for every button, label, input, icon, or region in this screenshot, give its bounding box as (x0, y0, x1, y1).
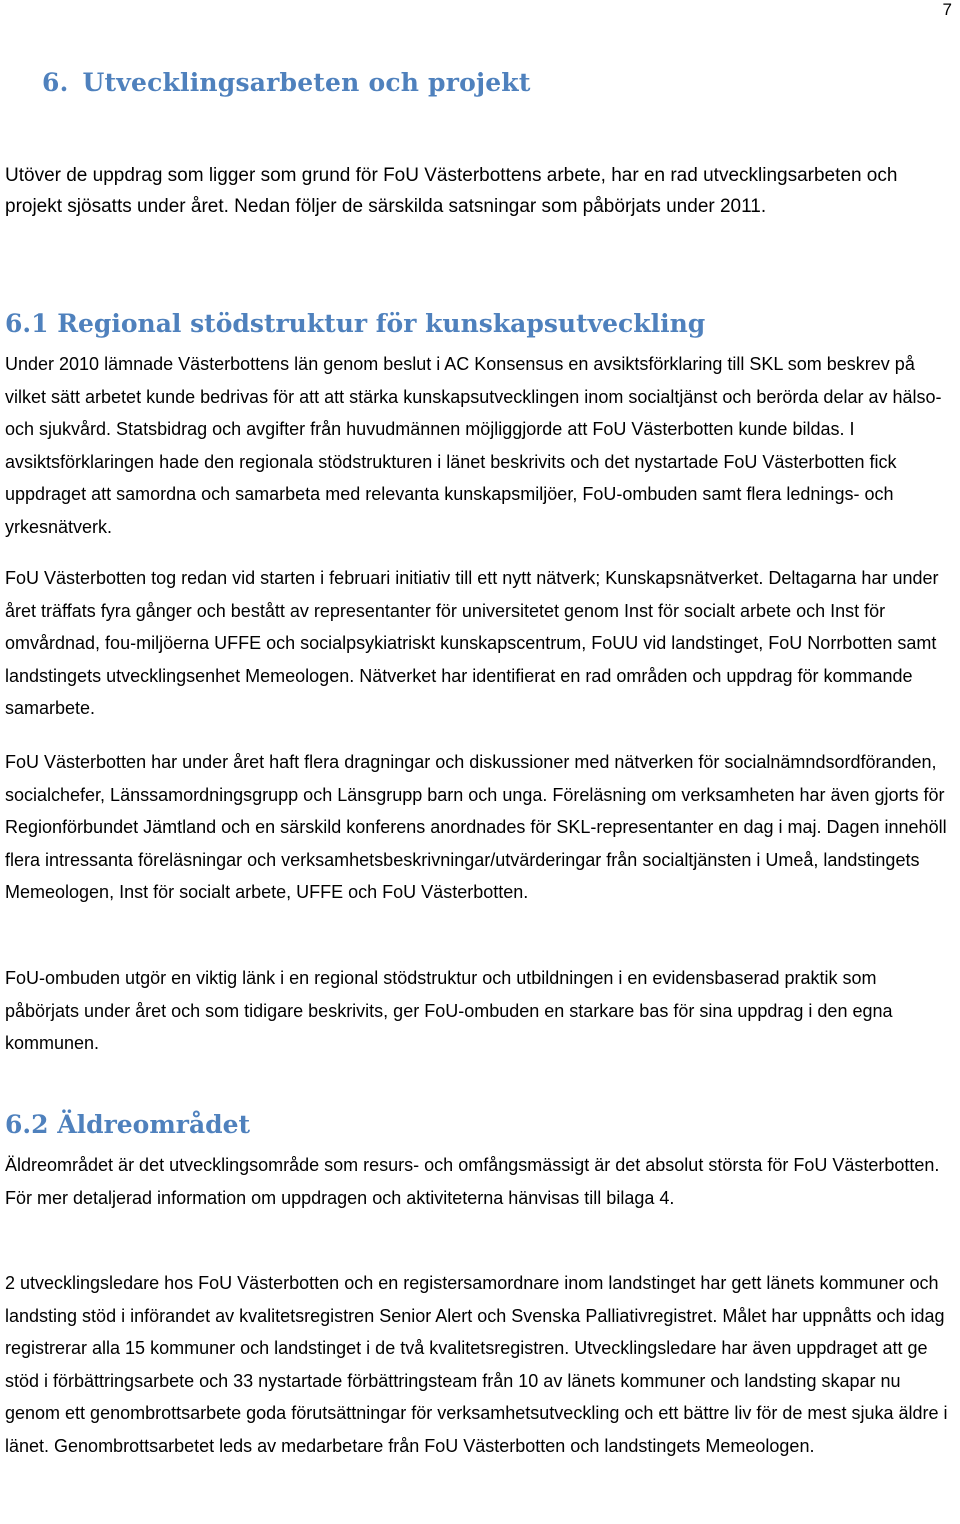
section-intro-paragraph: Utöver de uppdrag som ligger som grund för FoU Västerbottens arbete, har en rad utvecklingsarbeten och projekt sjösatts under året. Nedan följer de särskilda satsningar som påbörjats under 2011. (5, 165, 898, 217)
paragraph: Under 2010 lämnade Västerbottens län genom beslut i AC Konsensus en avsiktsförklaring till SKL som beskrev på vilket sätt arbetet kunde bedrivas för att att stärka kunskapsutvecklingen inom socialtjänst och berörda delar av hälso- och sjukvård. Statsbidrag och avgifter från huvudmännen möjliggjorde att FoU Västerbotten kunde bildas. I avsiktsförklaringen hade den regionala stödstrukturen i länet beskrivits och det nystartade FoU Västerbotten fick uppdraget att samordna och samarbeta med relevanta kunskapsmiljöer, FoU-ombuden samt flera lednings- och yrkesnätverk. (5, 354, 942, 537)
section-heading (42, 68, 531, 97)
paragraph: Äldreområdet är det utvecklingsområde som resurs- och omfångsmässigt är det absolut största för FoU Västerbotten. För mer detaljerad information om uppdragen och aktiviteterna hänvisas till bilaga 4. (5, 1155, 940, 1208)
subsection-heading-6-1: 6.1 Regional stödstruktur för kunskapsutveckling (5, 309, 706, 338)
paragraph: FoU-ombuden utgör en viktig länk i en regional stödstruktur och utbildningen i en evidensbaserad praktik som påbörjats under året och som tidigare beskrivits, ger FoU-ombuden en starkare bas för sina uppdrag i den egna kommunen. (5, 968, 893, 1054)
page-number: 7 (942, 0, 952, 19)
section-title: Utvecklingsarbeten och projekt (82, 68, 531, 97)
paragraph: 2 utvecklingsledare hos FoU Västerbotten och en registersamordnare inom landstinget har gett länets kommuner och landsting stöd i införandet av kvalitetsregistren Senior Alert och Svenska Palliativregistret. Målet har uppnåtts och idag registrerar alla 15 kommuner och landstinget i de två kvalitetsregistren. Utvecklingsledare har även uppdraget att ge stöd i förbättringsarbete och 33 nystartade förbättringsteam från 10 av länets kommuner och landsting skapar nu genom ett genombrottsarbete goda förutsättningar för verksamhetsutveckling och ett bättre liv för de mest sjuka äldre i länet. Genombrottsarbetet leds av medarbetare från FoU Västerbotten och landstingets Memeologen. (5, 1273, 948, 1456)
subsection-heading-6-2: 6.2 Äldreområdet (5, 1110, 251, 1139)
paragraph: FoU Västerbotten tog redan vid starten i februari initiativ till ett nytt nätverk; Kunskapsnätverket. Deltagarna har under året träffats fyra gånger och bestått av representanter för universitetet genom Inst för socialt arbete och Inst för omvårdnad, fou-miljöerna UFFE och socialpsykiatriskt kunskapscentrum, FoUU vid landstinget, FoU Norrbotten samt landstingets utvecklingsenhet Memeologen. Nätverket har identifierat en rad områden och uppdrag för kommande samarbete. (5, 568, 939, 719)
paragraph: FoU Västerbotten har under året haft flera dragningar och diskussioner med nätverken för socialnämndsordföranden, socialchefer, Länssamordningsgrupp och Länsgrupp barn och unga. Föreläsning om verksamheten har även gjorts för Regionförbundet Jämtland och en särskild konferens anordnades för SKL-representanter en dag i maj. Dagen innehöll flera intressanta föreläsningar och verksamhetsbeskrivningar/utvärderingar från socialtjänsten i Umeå, landstingets Memeologen, Inst för socialt arbete, UFFE och FoU Västerbotten. (5, 752, 947, 903)
section-number: 6. (42, 68, 69, 97)
